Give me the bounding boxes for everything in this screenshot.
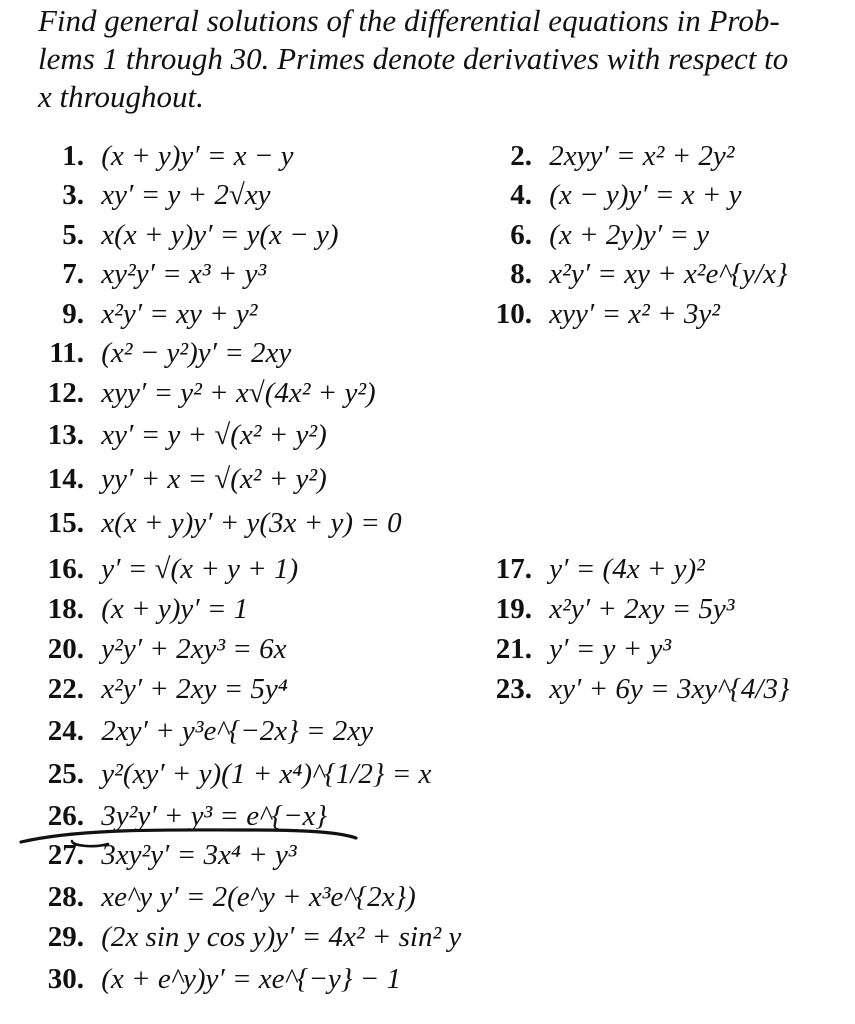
problem-number: 11.: [49, 337, 84, 369]
problem-29: [38, 920, 461, 954]
problem-number: 12.: [47, 377, 84, 409]
problem-equation: xyy′ = x² + 3y²: [549, 298, 720, 330]
problem-equation: x²y′ = xy + y²: [101, 298, 258, 330]
problem-number: 27.: [47, 839, 84, 871]
problem-equation: (x + 2y)y′ = y: [549, 219, 710, 251]
problem-equation: 3y²y′ + y³ = e^{−x}: [101, 800, 327, 832]
problem-number: 24.: [47, 715, 84, 747]
problem-number: 9.: [62, 298, 84, 330]
problem-equation: x(x + y)y′ + y(3x + y) = 0: [101, 507, 402, 539]
problem-equation: 2xy′ + y³e^{−2x} = 2xy: [101, 715, 374, 747]
problem-number: 15.: [47, 507, 84, 539]
problem-number: 20.: [47, 633, 84, 665]
problem-number: 13.: [47, 419, 84, 451]
problem-equation: (x + e^y)y′ = xe^{−y} − 1: [101, 963, 401, 995]
problem-1: [38, 139, 293, 173]
problem-28: [38, 880, 416, 914]
problem-7: [38, 257, 266, 291]
problem-equation: xy²y′ = x³ + y³: [101, 258, 267, 290]
problem-11: [38, 336, 291, 370]
problem-instructions: [38, 2, 838, 116]
problem-equation: (x + y)y′ = x − y: [101, 140, 294, 172]
problem-number: 30.: [47, 963, 84, 995]
problem-21: [486, 632, 671, 666]
problem-22: [38, 672, 288, 706]
problem-number: 28.: [47, 881, 84, 913]
problem-equation: yy′ + x = √(x² + y²): [101, 463, 327, 495]
problem-number: 4.: [510, 179, 532, 211]
problem-27: [38, 838, 297, 872]
problem-25: [38, 757, 431, 791]
problem-equation: 3xy²y′ = 3x⁴ + y³: [101, 839, 297, 871]
problem-equation: 2xyy′ = x² + 2y²: [549, 140, 735, 172]
problem-equation: xyy′ = y² + x√(4x² + y²): [101, 377, 376, 409]
problem-8: [486, 257, 788, 291]
problem-number: 10.: [495, 298, 532, 330]
problem-18: [38, 592, 248, 626]
problem-equation: y′ = √(x + y + 1): [101, 553, 299, 585]
problem-number: 25.: [47, 758, 84, 790]
problem-equation: xe^y y′ = 2(e^y + x³e^{2x}): [101, 881, 416, 913]
problem-equation: x²y′ + 2xy = 5y³: [549, 593, 735, 625]
problem-10: [486, 297, 720, 331]
problem-equation: y′ = (4x + y)²: [549, 553, 705, 585]
problem-equation: (2x sin y cos y)y′ = 4x² + sin² y: [101, 921, 462, 953]
problem-number: 18.: [47, 593, 84, 625]
problem-12: [38, 376, 376, 410]
problem-number: 23.: [495, 673, 532, 705]
problem-number: 17.: [495, 553, 532, 585]
problem-number: 19.: [495, 593, 532, 625]
problem-2: [486, 139, 734, 173]
problem-equation: xy′ = y + √(x² + y²): [101, 419, 327, 451]
problem-equation: xy′ + 6y = 3xy^{4/3}: [549, 673, 790, 705]
problem-number: 16.: [47, 553, 84, 585]
problem-equation: (x² − y²)y′ = 2xy: [101, 337, 292, 369]
problem-6: [486, 218, 709, 252]
problem-number: 2.: [510, 140, 532, 172]
problem-equation: x²y′ + 2xy = 5y⁴: [101, 673, 288, 705]
problem-23: [486, 672, 790, 706]
problem-number: 6.: [510, 219, 532, 251]
problem-30: [38, 962, 401, 996]
problem-number: 22.: [47, 673, 84, 705]
problem-3: [38, 178, 271, 212]
problem-number: 26.: [47, 800, 84, 832]
problem-number: 29.: [47, 921, 84, 953]
problem-16: [38, 552, 298, 586]
problem-26: [38, 799, 327, 833]
problem-number: 5.: [62, 219, 84, 251]
problem-number: 14.: [47, 463, 84, 495]
problem-number: 1.: [62, 140, 84, 172]
problem-17: [486, 552, 705, 586]
problem-number: 7.: [62, 258, 84, 290]
problem-19: [486, 592, 734, 626]
problem-equation: xy′ = y + 2√xy: [101, 179, 271, 211]
problem-9: [38, 297, 257, 331]
instructions-line-1: Find general solutions of the differential equations in Prob-: [38, 3, 780, 38]
problem-equation: y′ = y + y³: [549, 633, 672, 665]
problem-equation: x²y′ = xy + x²e^{y/x}: [549, 258, 788, 290]
problem-equation: (x + y)y′ = 1: [101, 593, 249, 625]
problem-5: [38, 218, 339, 252]
problem-equation: (x − y)y′ = x + y: [549, 179, 742, 211]
problem-13: [38, 418, 327, 452]
problem-equation: x(x + y)y′ = y(x − y): [101, 219, 339, 251]
instructions-line-2: lems 1 through 30. Primes denote derivatives with respect to: [38, 41, 789, 76]
problem-14: [38, 462, 327, 496]
instructions-line-3: x throughout.: [38, 79, 204, 114]
problem-equation: y²(xy′ + y)(1 + x⁴)^{1/2} = x: [101, 758, 432, 790]
problem-number: 3.: [62, 179, 84, 211]
problem-20: [38, 632, 286, 666]
problem-24: [38, 714, 373, 748]
problem-equation: y²y′ + 2xy³ = 6x: [101, 633, 287, 665]
problem-number: 8.: [510, 258, 532, 290]
problem-15: [38, 506, 402, 540]
problem-number: 21.: [495, 633, 532, 665]
problem-4: [486, 178, 741, 212]
